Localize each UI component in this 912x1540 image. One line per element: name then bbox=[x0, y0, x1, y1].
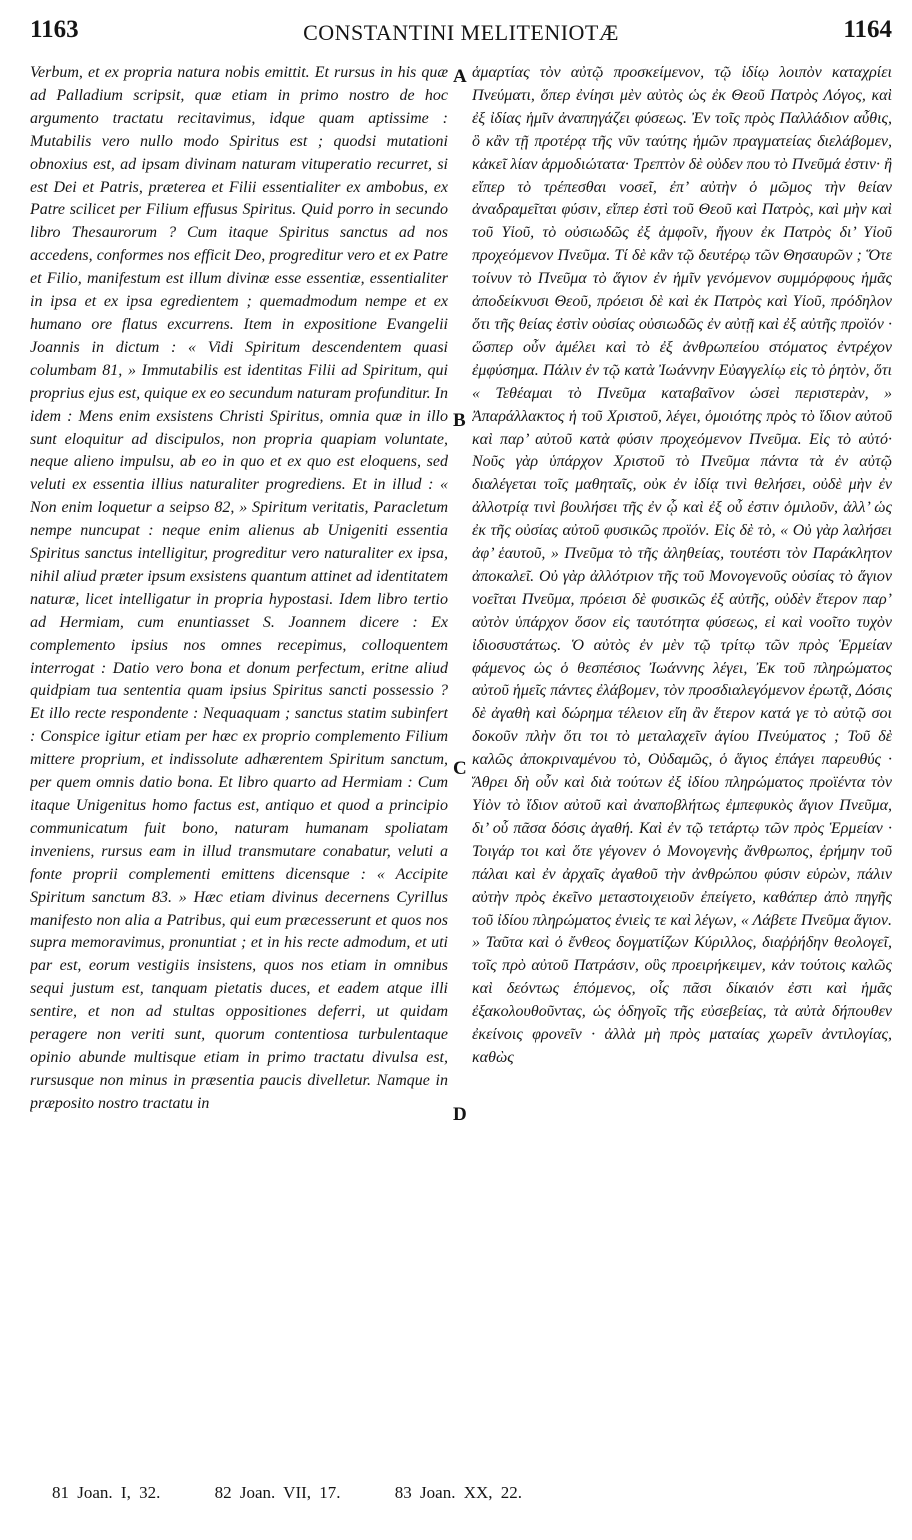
greek-column bbox=[472, 62, 892, 1452]
section-marker-d: D bbox=[453, 1104, 467, 1125]
page-header bbox=[30, 14, 892, 50]
running-title: CONSTANTINI MELITENIOTÆ bbox=[303, 20, 619, 45]
latin-column bbox=[30, 62, 448, 1452]
section-marker-b: B bbox=[453, 410, 466, 431]
footnote-82: 82 Joan. VII, 17. bbox=[214, 1483, 341, 1502]
latin-text: Verbum, et ex propria natura nobis emittit. Et rursus in his quæ ad Palladium scripsit, quæ etiam in primo nostro de hoc argumento tractatu recitavimus, idque quam aptissime : Mutabilis vero nullo modo Spiritus est ; quodsi mutationi obnoxius est, ad ipsam divinam naturam vituperatio recurret, si est Dei et Patris, præterea et Filii essentialiter ex ambobus, ex Patre scilicet per Filium effusus Spiritus. Quid porro in secundo libro Thesaurorum ? Cum itaque Spiritus sanctus ad nos accedens, conformes nos efficit Deo, progreditur vero et ex Patre et Filio, manifestum est illum divinæ esse essentiæ, essentialiter in ipsa et ex ipsa egredientem ; quemadmodum nempe et ex humano ore flatus excurrens. Item in expositione Evangelii Joannis in dictum : « Vidi Spiritum descendentem quasi columbam 81, » Immutabilis est identitas Filii ad Spiritum, qui proprius ejus est, quique ex eo secundum naturam profunditur. In idem : Mens enim exsistens Christi Spiritus, omnia quæ in illo sunt eloquitur ad discipulos, non propria quapiam voluntate, neque alieno impulsu, ab eo in quo et ex quo est eloquens, sed veluti ex essentia illius naturaliter progrediens. Et in illud : « Non enim loquetur a seipso 82, » Spiritum veritatis, Paracletum nempe nuncupat : neque enim alienus ab Unigeniti essentia Spiritus sanctus intelligitur, progreditur vero naturaliter ex ipsa, nihil aliud præter ipsum exsistens quantum attinet ad identitatem naturæ, licet intelligatur in propria hypostasi. Idem libro tertio ad Hermiam, cum enuntiasset S. Joannem dicere : Ex complemento ipsius nos omnes recepimus, colloquentem interrogat : Datio vero bona et donum perfectum, eritne aliud quidpiam tua sententia quam ipsius Spiritus sancti possessio ? Et illo recte respondente : Nequaquam ; sanctus statim subinfert : Conspice igitur etiam per hæc ex proprio complemento Filium mittere proprium, et indissolute adhærentem Spiritum sanctum, per quem omnis datio bona. Et libro quarto ad Hermiam : Cum itaque Unigenitus homo factus est, antiquo et quod a principio communicatum fuit bono, naturam humanam spoliatam inveniens, rursus eam in illud transmutare conabatur, veluti a fonte proprii complementi emittens dicensque : « Accipite Spiritum sanctum 83. » Hæc etiam divinus decernens Cyrillus manifesto non alia a Patribus, qui eum præcesserunt et quos nos supra memoravimus, pronuntiat ; et in his recte admodum, et uti par est, eorum vestigiis insistens, quos nos etiam in omnibus sequi justum est, tanquam pietatis duces, et eadem atque illi sentire, et non ad stultas oppositiones deferri, ut quidam peragere non veriti sunt, quorum contentiosa turbulentaque opinio abunde multisque etiam in primo tractatu divulsa est, rursusque non minus in præsentia paucis divelletur. Namque in præposito nostro tractatu in bbox=[30, 64, 448, 1112]
section-marker-c: C bbox=[453, 758, 467, 779]
footnote-83: 83 Joan. XX, 22. bbox=[394, 1483, 522, 1502]
greek-text: ἁμαρτίας τὸν αὐτῷ προσκείμενον, τῷ ἰδίῳ λοιπὸν καταχρίει Πνεύματι, ὅπερ ἐνίησι μὲν αὐτὸς ὡς ἐκ Θεοῦ Πατρὸς Λόγος, καὶ ἐξ ἰδίας ἡμῖν ἀναπηγάζει φύσεως. Ἐν τοῖς πρὸς Παλλάδιον αὖθις, ὃ κἂν τῇ προτέρᾳ τῆς νῦν ταύτης ἡμῶν πραγματείας διελάβομεν, κἀκεῖ λίαν ἁρμοδιώτατα· Τρεπτὸν δὲ οὐδεν που τὸ Πνεῦμά ἐστιν· ἢ εἴπερ τὸ τρέπεσθαι νοσεῖ, ἐπ’ αὐτὴν ὁ μῶμος τὴν θείαν ἀναδραμεῖται φύσιν, εἴπερ ἐστὶ τοῦ Θεοῦ καὶ Πατρὸς, καὶ μὴν καὶ τοῦ Υἱοῦ, τὸ οὐσιωδῶς ἐξ ἀμφοῖν, ἤγουν ἐκ Πατρὸς δι’ Υἱοῦ προχεόμενον Πνεῦμα. Τί δὲ κἂν τῷ δευτέρῳ τῶν Θησαυρῶν ; Ὅτε τοίνυν τὸ Πνεῦμα τὸ ἅγιον ἐν ἡμῖν γενόμενον συμμόρφους ἡμᾶς ἀποδείκνυσι Θεοῦ, πρόεισι δὲ καὶ ἐκ Πατρὸς καὶ Υἱοῦ, πρόδηλον ὅτι τῆς θείας ἐστὶν οὐσίας οὐσιωδῶς ἐν αὐτῇ καὶ ἐξ αὐτῆς προϊόν · ὥσπερ οὖν ἀμέλει καὶ τὸ ἐξ ἀνθρωπείου στόματος ἐντρέχον ἐμφύσημα. Πάλιν ἐν τῷ κατὰ Ἰωάννην Εὐαγγελίῳ εἰς τὸ ῥητὸν, ὅτι « Τεθέαμαι τὸ Πνεῦμα καταβαῖνον ὡσεὶ περιστερὰν, » Ἀπαράλλακτος ἡ τοῦ Χριστοῦ, λέγει, ὁμοιότης πρὸς τὸ ἴδιον αὐτοῦ καὶ παρ’ αὐτοῦ κατὰ φύσιν προχεόμενον Πνεῦμα. Εἰς τὸ αὐτό· Νοῦς γὰρ ὑπάρχον Χριστοῦ τὸ Πνεῦμα πάντα τὰ ἐν αὐτῷ διαλέγεται τοῖς μαθηταῖς, οὐκ ἐν ἰδίᾳ τινὶ θελήσει, οὐδὲ μὴν ἐν ἀλλοτρίᾳ τινὶ βουλήσει τῆς ἐν ᾧ καὶ ἐξ οὗ ἐστιν ὁμιλοῦν, ἀλλ’ ὡς ἐκ τῆς οὐσίας αὐτοῦ φυσικῶς προϊόν. Εἰς δὲ τὸ, « Οὐ γὰρ λαλήσει ἀφ’ ἑαυτοῦ, » Πνεῦμα τὸ τῆς ἀληθείας, τουτέστι τὸν Παράκλητον ἀποκαλεῖ. Οὐ γὰρ ἀλλότριον τῆς τοῦ Μονογενοῦς οὐσίας τὸ ἅγιον νοεῖται Πνεῦμα, πρόεισι δὲ φυσικῶς ἐξ αὐτῆς, οὐδὲν ἕτερον παρ’ αὐτὸν ὑπάρχον ὅσον εἰς ταυτότητα φύσεως, εἰ καὶ νοοῖτο τυχὸν ἰδιοσυστάτως. Ὁ αὐτὸς ἐν μὲν τῷ τρίτῳ τῶν πρὸς Ἑρμείαν φάμενος ὡς ὁ θεσπέσιος Ἰωάννης λέγει, Ἐκ τοῦ πληρώματος αὐτοῦ ἡμεῖς πάντες ἐλάβομεν, τὸν προσδιαλεγόμενον ἐρωτᾷ, Δόσις δὲ ἀγαθὴ καὶ δώρημα τέλειον εἴη ἂν ἕτερον κατά γε τὸ αὐτῷ σοι δοκοῦν πλὴν ὅτι τοι τὸ μεταλαχεῖν ἁγίου Πνεύματος ; Τοῦ δὲ καλῶς ἀποκριναμένου τὸ, Οὐδαμῶς, ὁ ἅγιος ἐπάγει παρευθύς · Ἄθρει δὴ οὖν καὶ διὰ τούτων ἐξ ἰδίου πληρώματος προϊέντα τὸν Υἱὸν τὸ ἴδιον αὐτοῦ καὶ ἀναποβλήτως ἐμπεφυκὸς ἅγιον Πνεῦμα, δι’ οὗ πᾶσα δόσις ἀγαθή. Καὶ ἐν τῷ τετάρτῳ τῶν πρὸς Ἑρμείαν · Τοιγάρ τοι καὶ ὅτε γέγονεν ὁ Μονογενὴς ἄνθρωπος, ἐρήμην τοῦ πάλαι καὶ ἐν ἀρχαῖς ἀγαθοῦ τὴν ἀνθρώπου φύσιν εὑρὼν, πάλιν αὐτὴν πρὸς ἐκεῖνο μεταστοιχειοῦν ἐπείγετο, καθάπερ ἀπὸ πηγῆς τοῦ ἰδίου πληρώματος ἐνιεὶς τε καὶ λέγων, « Λάβετε Πνεῦμα ἅγιον. » Ταῦτα καὶ ὁ ἔνθεος δογματίζων Κύριλλος, διαῤῥήδην θεολογεῖ, τοῖς πρὸ αὐτοῦ Πατράσιν, οὓς προειρήκειμεν, κἀν τούτοις καλῶς καὶ δεόντως ἑπόμενος, οἷς πᾶσι δίκαιόν ἐστι καὶ ἡμᾶς ἐξακολουθοῦντας, ὡς ὁδηγοῖς τῆς εὐσεβείας, τὰ αὐτὰ δήπουθεν ἐκείνοις φρονεῖν · ἀλλὰ μὴ πρὸς ματαίας χωρεῖν ἀντιλογίας, καθὼς bbox=[472, 64, 892, 1066]
footnotes bbox=[52, 1483, 892, 1503]
footnote-81: 81 Joan. I, 32. bbox=[52, 1483, 161, 1502]
section-marker-a: A bbox=[453, 66, 467, 87]
page-number-left: 1163 bbox=[30, 16, 79, 43]
page-number-right: 1164 bbox=[843, 16, 892, 43]
